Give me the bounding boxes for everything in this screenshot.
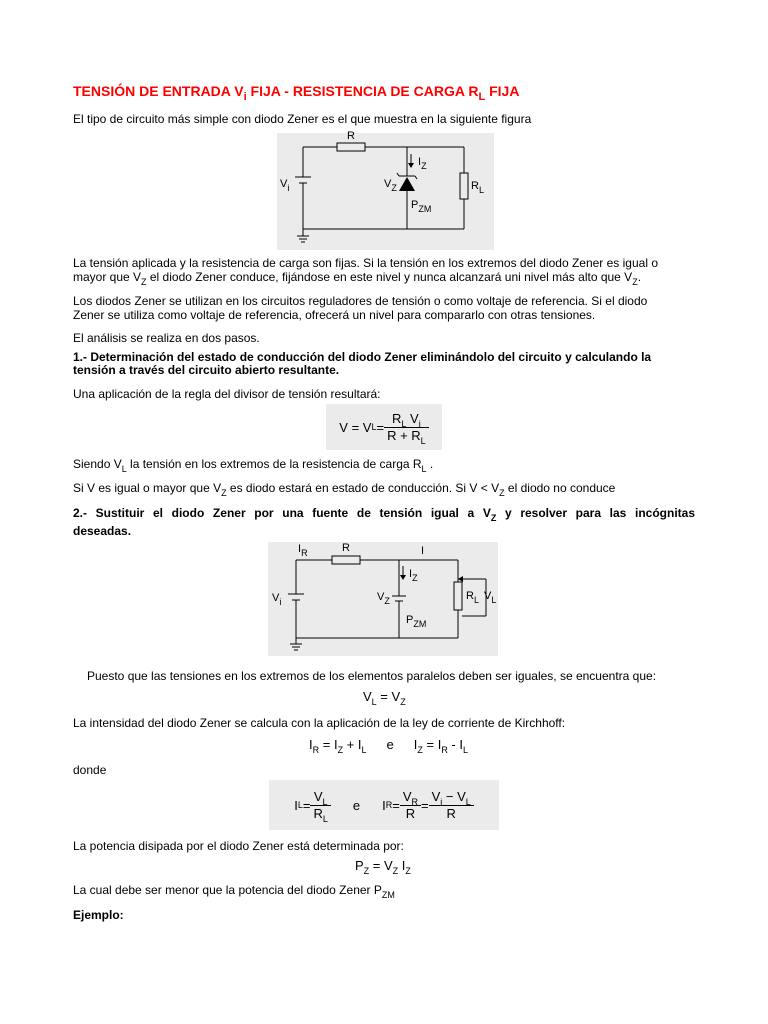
resistor-r-label-2: R [342,542,350,554]
resistor-r-label: R [347,130,355,142]
vz-label-2: $V_Z$ [377,591,390,606]
paragraph-kirchhoff: La intensidad del diodo Zener se calcula con la aplicación de la ley de corriente de Kirchhoff: [73,716,566,730]
vi-label: $V_i$ [280,178,290,193]
paragraph-power: La potencia disipada por el diodo Zener está determinada por: [73,839,404,853]
paragraph-vl: Siendo $V_L$ la tensión en los extremos de la resistencia de carga $R_L$ . [73,457,434,474]
step-1-heading: 1.- Determinación del estado de conducción del diodo Zener eliminándolo del circuito y calculando la [73,350,652,364]
step-2-heading: 2.- Sustituir el diodo Zener por una fuente de tensión igual a $V_Z$ y resolver para las incógnitas [73,506,696,523]
ir-label: $I_R$ [298,543,308,558]
paragraph-reference: Los diodos Zener se utilizan en los circuitos reguladores de tensión o como voltaje de referencia. Si el diodo [73,294,648,308]
paragraph-donde: donde [73,763,107,777]
rl-label-2: $R_L$ [466,590,479,605]
paragraph-zener-conduction-2: mayor que $V_Z$ el diodo Zener conduce, fijándose en este nivel y nunca alcanzará uni nivel más alto que $V_Z$. [73,270,642,287]
pzm-label-2: $P_{ZM}$ [406,614,427,629]
vl-label: $V_L$ [484,590,497,605]
vi-label-2: $V_i$ [272,592,282,607]
iz-label: $I_Z$ [418,156,427,171]
zener-circuit-diagram [277,133,494,250]
step-2-heading-2: deseadas. [73,524,132,538]
current-equations-box: I L = $\frac{V_L}{R_L}$ e I R = $\frac{V_R}{R}$ = $\frac{V_i - V_L}{R}$ [269,780,499,830]
vz-label: $V_Z$ [384,178,397,193]
paragraph-zener-conduction: La tensión aplicada y la resistencia de carga son fijas. Si la tensión en los extremos del diodo Zener es igual o [73,256,659,270]
paragraph-pzm: La cual debe ser menor que la potencia del diodo Zener $P_{ZM}$ [73,883,395,900]
circuit-figure-1 [277,130,494,250]
intro-paragraph: El tipo de circuito más simple con diodo Zener es el que muestra en la siguiente figura [73,112,532,126]
pzm-label: $P_{ZM}$ [411,199,432,214]
circuit-figure-2 [268,542,498,656]
paragraph-conduction-state: Si V es igual o mayor que $V_Z$ es diodo estará en estado de conducción. Si $V < V_Z$ el diodo no conduce [73,481,616,498]
example-heading: Ejemplo: [73,908,124,922]
load-current-label: I [421,545,425,557]
equation-power: $P_Z = V_Z$ $I_Z$ [355,858,411,876]
paragraph-two-steps: El análisis se realiza en dos pasos. [73,331,260,345]
voltage-divider-equation: V = V L = $\frac{R_L V_i}{R + R_L}$ [326,404,442,450]
step-1-heading-2: tensión a través del circuito abierto resultante. [73,363,340,377]
paragraph-divider-rule: Una aplicación de la regla del divisor de tensión resultará: [73,387,381,401]
rl-label: $R_L$ [471,180,484,195]
paragraph-reference-2: Zener se utiliza como voltaje de referencia, ofrecerá un nivel para compararlo con otras tensiones. [73,308,596,322]
section-title: TENSIÓN DE ENTRADA $V_i$ FIJA - RESISTENCIA DE CARGA $R_L$ FIJA [73,83,520,103]
equation-vl-vz: $V_L = V_Z$ [363,689,406,707]
equation-kirchhoff: $I_R = I_Z + I_L$ e $I_Z = I_R - I_L$ [309,737,468,755]
paragraph-parallel: Puesto que las tensiones en los extremos de los elementos paralelos deben ser iguales, se encuentra que: [87,669,657,683]
iz-label-2: $I_Z$ [409,568,418,583]
